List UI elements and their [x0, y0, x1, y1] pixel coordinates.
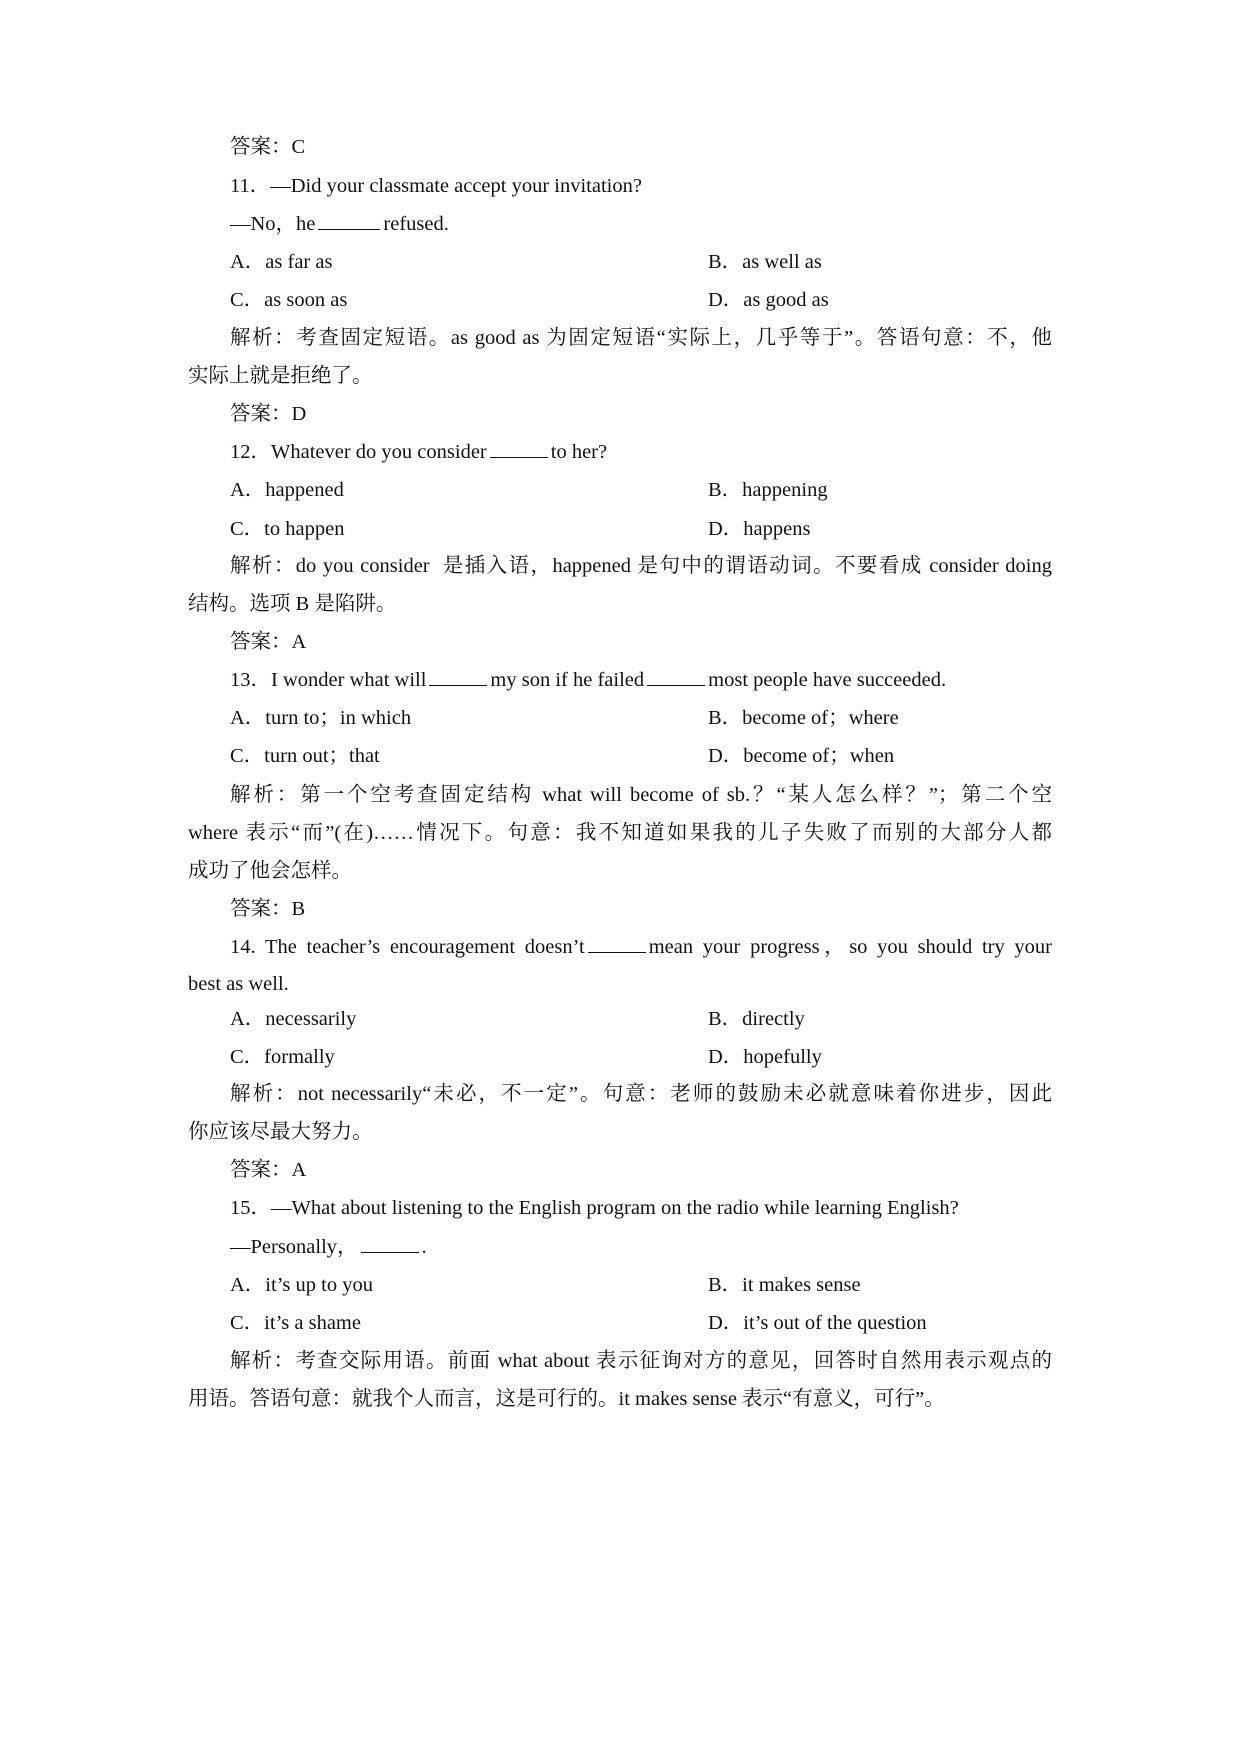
option-c: C．turn out；that — [230, 745, 380, 767]
option-b: B．as well as — [708, 251, 822, 273]
option-b: B．directly — [708, 1008, 805, 1030]
answer-line: 答案：C — [230, 136, 306, 158]
question-reply — [230, 1232, 427, 1262]
question-stem — [230, 437, 607, 467]
explanation-line: 解析：考查交际用语。前面 what about 表示征询对方的意见，回答时自然用表示观点的 — [230, 1350, 1052, 1372]
answer-line: 答案：B — [230, 898, 306, 920]
answer-line: 答案：A — [230, 631, 307, 653]
explanation-line: 用语。答语句意：就我个人而言，这是可行的。it makes sense 表示“有意义，可行”。 — [188, 1388, 945, 1410]
option-c: C．formally — [230, 1046, 335, 1068]
option-a: A．happened — [230, 479, 344, 501]
option-a: A．turn to；in which — [230, 707, 412, 729]
explanation-line: 实际上就是拒绝了。 — [188, 365, 373, 387]
option-d: D．happens — [708, 518, 811, 540]
option-b: B．happening — [708, 479, 828, 501]
question-stem — [230, 665, 946, 695]
option-a: A．necessarily — [230, 1008, 357, 1030]
explanation-line: 解析：do you consider 是插入语，happened 是句中的谓语动词。不要看成 consider doing — [230, 555, 1052, 577]
option-d: D．it’s out of the question — [708, 1312, 927, 1334]
blank-line — [361, 1232, 419, 1253]
blank-line — [647, 665, 705, 686]
stem-text: 13．I wonder what will — [230, 669, 427, 691]
option-c: C．as soon as — [230, 289, 348, 311]
explanation-line: 结构。选项 B 是陷阱。 — [188, 593, 397, 615]
option-d: D．as good as — [708, 289, 829, 311]
answer-line: 答案：D — [230, 403, 307, 425]
option-b: B．become of；where — [708, 707, 899, 729]
blank-line — [588, 932, 646, 953]
option-b: B．it makes sense — [708, 1274, 861, 1296]
stem-text: mean your progress，so you should try your — [648, 936, 1052, 958]
blank-line — [318, 209, 380, 230]
stem-text: to her? — [550, 441, 608, 463]
blank-line — [429, 665, 487, 686]
blank-line — [490, 437, 548, 458]
option-a: A．it’s up to you — [230, 1274, 373, 1296]
explanation-line: 解析：not necessarily“未必，不一定”。句意：老师的鼓励未必就意味着你进步，因此 — [230, 1083, 1052, 1105]
stem-text: 12．Whatever do you consider — [230, 441, 487, 463]
reply-text: —No，he — [230, 213, 316, 235]
stem-text: most people have succeeded. — [708, 669, 947, 691]
question-stem: best as well. — [188, 973, 289, 995]
option-c: C．to happen — [230, 518, 345, 540]
reply-text: —Personally， — [230, 1236, 358, 1258]
explanation-line: 你应该尽最大努力。 — [188, 1121, 373, 1143]
stem-text: 14. The teacher’s encouragement doesn’t — [230, 936, 585, 958]
question-stem — [230, 932, 1052, 962]
option-c: C．it’s a shame — [230, 1312, 361, 1334]
reply-text: refused. — [383, 213, 449, 235]
explanation-line: where 表示“而”(在)……情况下。句意：我不知道如果我的儿子失败了而别的大部分人都 — [188, 822, 1052, 844]
question-stem: 11．—Did your classmate accept your invitation? — [230, 175, 642, 197]
option-d: D．hopefully — [708, 1046, 822, 1068]
stem-text: my son if he failed — [490, 669, 645, 691]
reply-text: . — [421, 1236, 427, 1258]
question-reply — [230, 209, 449, 239]
explanation-line: 解析：考查固定短语。as good as 为固定短语“实际上，几乎等于”。答语句意：不，他 — [230, 327, 1052, 349]
option-a: A．as far as — [230, 251, 333, 273]
question-stem: 15．—What about listening to the English program on the radio while learning English? — [230, 1197, 959, 1219]
explanation-line: 解析：第一个空考查固定结构 what will become of sb.？“某人怎么样？”；第二个空 — [230, 784, 1052, 806]
answer-line: 答案：A — [230, 1159, 307, 1181]
option-d: D．become of；when — [708, 745, 895, 767]
explanation-line: 成功了他会怎样。 — [188, 860, 352, 882]
